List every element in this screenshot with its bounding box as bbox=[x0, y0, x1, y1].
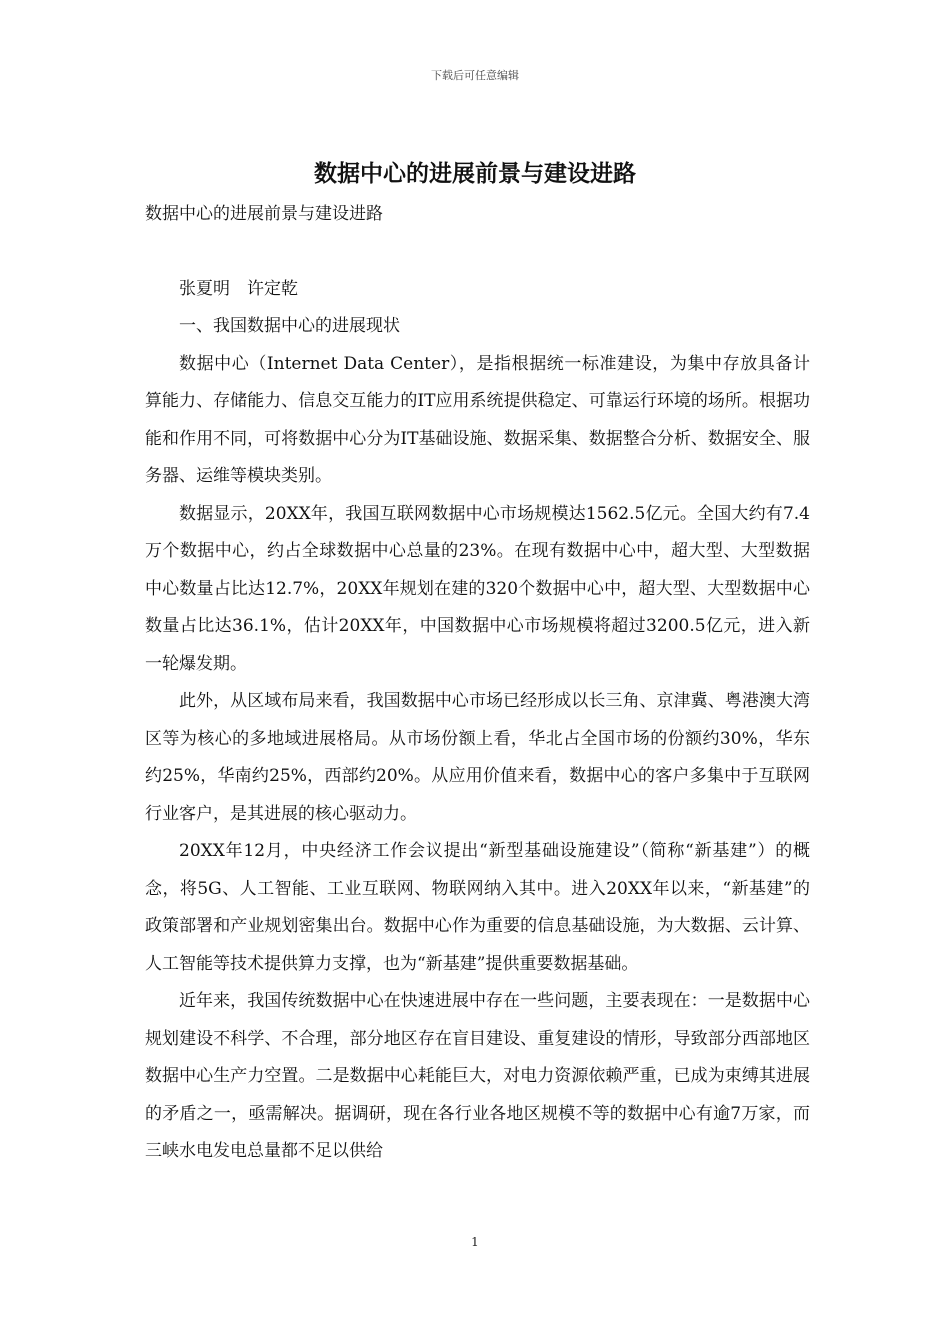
section-heading: 一、我国数据中心的进展现状 bbox=[179, 316, 400, 336]
page-number: 1 bbox=[471, 1235, 479, 1249]
paragraph: 20XX年12月，中央经济工作会议提出“新型基础设施建设”（简称“新基建”）的概念，将5G、人工智能、工业互联网、物联网纳入其中。进入20XX年以来，“新基建”的政策部署和产业规划密集出台。数据中心作为重要的信息基础设施，为大数据、云计算、人工智能等技术提供算力支撑，也为“新基建”提供重要数据基础。 bbox=[145, 841, 810, 974]
paragraph: 近年来，我国传统数据中心在快速进展中存在一些问题，主要表现在：一是数据中心规划建设不科学、不合理，部分地区存在盲目建设、重复建设的情形，导致部分西部地区数据中心生产力空置。二是数据中心耗能巨大，对电力资源依赖严重，已成为束缚其进展的矛盾之一，亟需解决。据调研，现在各行业各地区规模不等的数据中心有逾7万家，而三峡水电发电总量都不足以供给 bbox=[145, 991, 810, 1161]
paragraph: 数据中心（Internet Data Center），是指根据统一标准建设，为集中存放具备计算能力、存储能力、信息交互能力的IT应用系统提供稳定、可靠运行环境的场所。根据功能和作用不同，可将数据中心分为IT基础设施、数据采集、数据整合分析、数据安全、服务器、运维等模块类别。 bbox=[145, 353, 810, 486]
paragraph: 数据显示，20XX年，我国互联网数据中心市场规模达1562.5亿元。全国大约有7.4万个数据中心，约占全球数据中心总量的23%。在现有数据中心中，超大型、大型数据中心数量占比达12.7%，20XX年规划在建的320个数据中心中，超大型、大型数据中心数量占比达36.1%，估计20XX年，中国数据中心市场规模将超过3200.5亿元，进入新一轮爆发期。 bbox=[145, 503, 810, 674]
document-body bbox=[145, 196, 810, 1171]
header-note: 下载后可任意编辑 bbox=[431, 69, 519, 82]
document-title: 数据中心的进展前景与建设进路 bbox=[314, 160, 636, 187]
paragraph: 此外，从区域布局来看，我国数据中心市场已经形成以长三角、京津冀、粤港澳大湾区等为核心的多地域进展格局。从市场份额上看，华北占全国市场的份额约30%，华东约25%，华南约25%，西部约20%。从应用价值来看，数据中心的客户多集中于互联网行业客户，是其进展的核心驱动力。 bbox=[145, 691, 810, 824]
document-subtitle: 数据中心的进展前景与建设进路 bbox=[145, 204, 383, 224]
authors: 张夏明 许定乾 bbox=[179, 278, 298, 299]
